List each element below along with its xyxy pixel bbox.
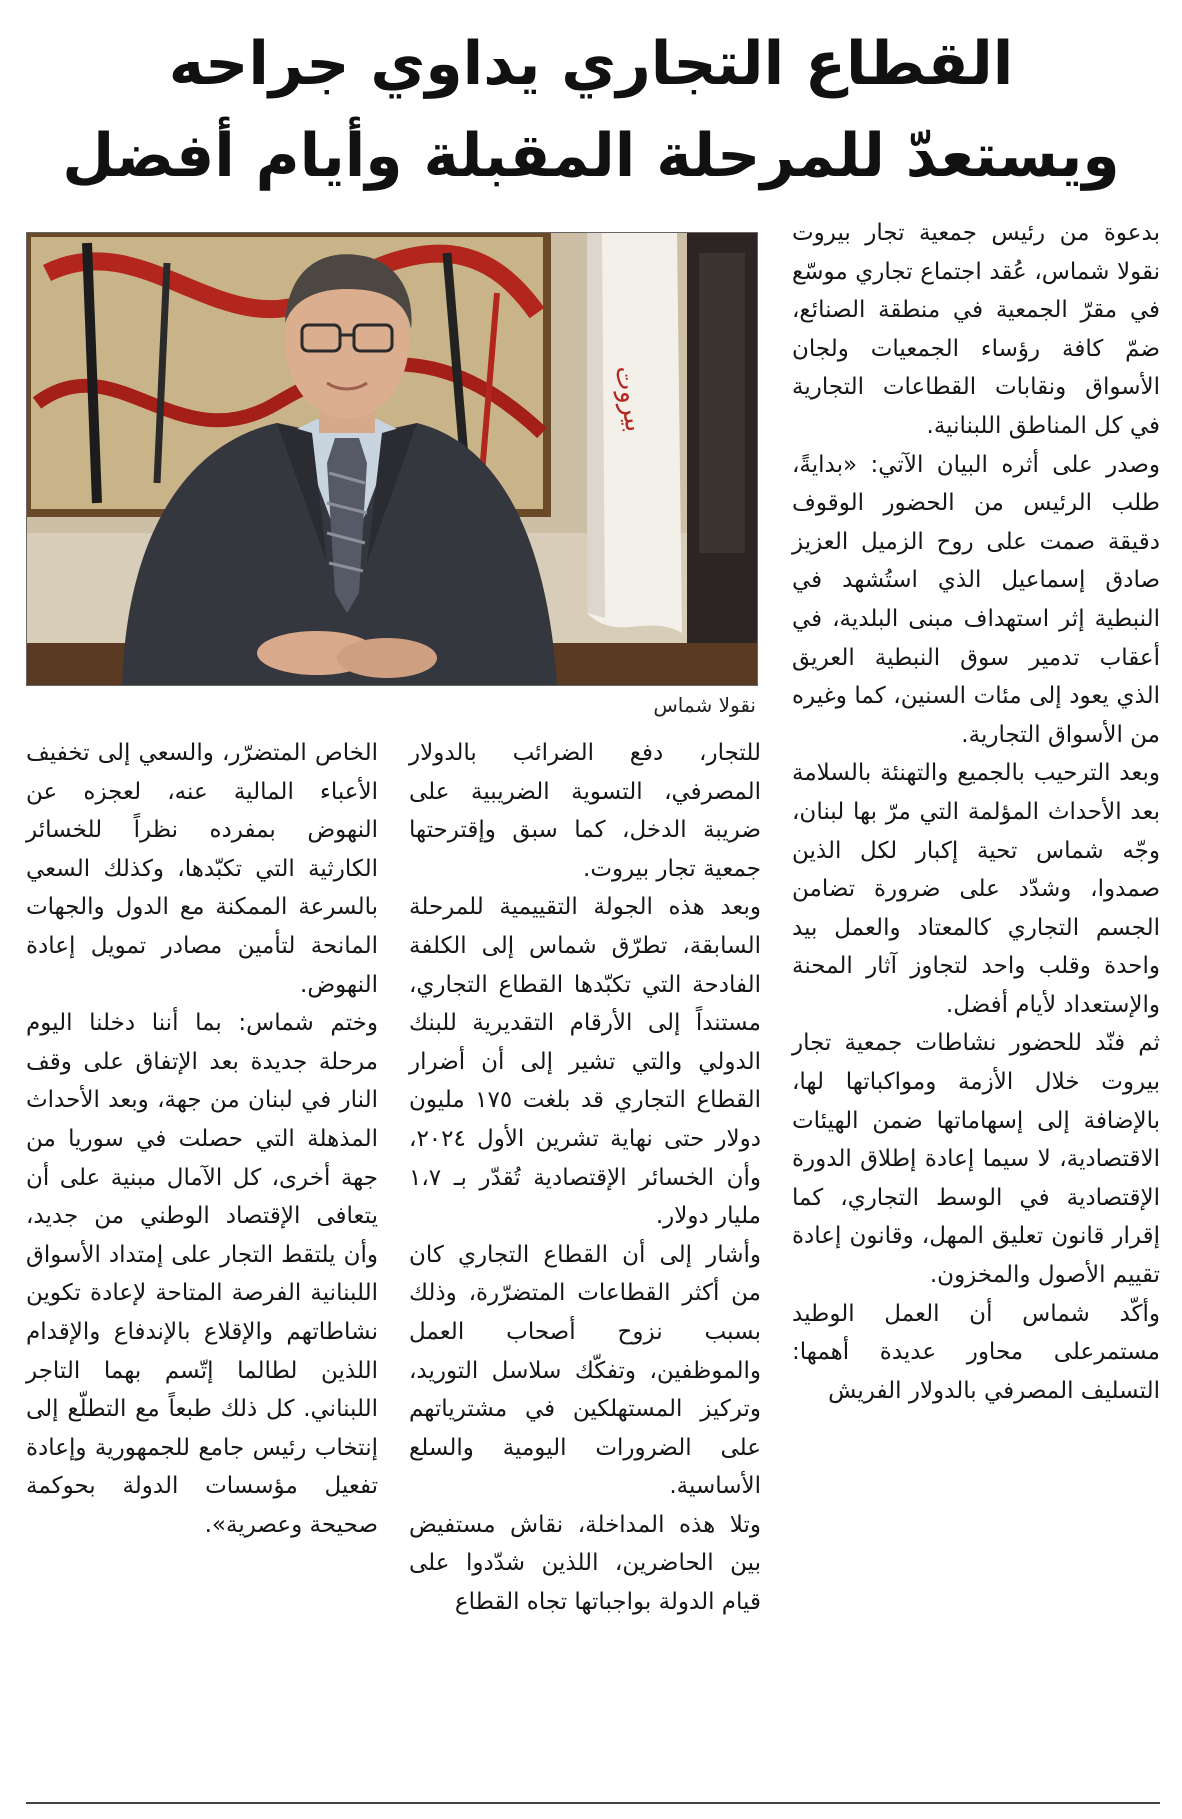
paragraph: وبعد الترحيب بالجميع والتهنئة بالسلامة بعد الأحداث المؤلمة التي مرّ بها لبنان، وجّه شماس تحية إكبار لكل الذين صمدوا، وشدّد على ضرورة تضامن الجسم التجاري كالمعتاد والعمل بيد واحدة وقلب واحد لتجاوز آثار المحنة والإستعداد لأيام أفضل. (792, 760, 1160, 1018)
photo-caption: نقولا شماس (653, 693, 756, 717)
paragraph: الخاص المتضرّر، والسعي إلى تخفيف الأعباء المالية عنه، لعجزه عن النهوض بمفرده نظراً للخسائر الكارثية التي تكبّدها، وكذلك السعي بالسرعة الممكنة مع الدول والجهات المانحة لتأمين مصادر تمويل إعادة النهوض. (26, 740, 378, 998)
bottom-rule (26, 1802, 1160, 1804)
portrait-photo (26, 232, 758, 686)
paragraph: وصدر على أثره البيان الآتي: «بدايةً، طلب الرئيس من الحضور الوقوف دقيقة صمت على روح الزميل العزيز صادق إسماعيل الذي استُشهد في النبطية إثر استهداف مبنى البلدية، في أعقاب تدمير سوق النبطية العريق الذي يعود إلى مئات السنين، كما وغيره من الأسواق التجارية. (792, 451, 1160, 748)
paragraph: بدعوة من رئيس جمعية تجار بيروت نقولا شماس، عُقد اجتماع تجاري موسّع في مقرّ الجمعية في منطقة الصنائع، ضمّ كافة رؤساء الجمعيات ولجان الأسواق ونقابات القطاعات التجارية في كل المناطق اللبنانية. (792, 220, 1160, 439)
headline-line-2: ويستعدّ للمرحلة المقبلة وأيام أفضل (62, 121, 1120, 191)
article-headline (22, 18, 1160, 202)
paragraph: وختم شماس: بما أننا دخلنا اليوم مرحلة جديدة بعد الإتفاق على وقف النار في لبنان من جهة، وبعد الأحداث المذهلة التي حصلت في سوريا من جهة أخرى، كل الآمال مبنية على أن يتعافى الإقتصاد الوطني من جديد، وأن يلتقط التجار على إمتداد الأسواق اللبنانية الفرصة المتاحة لإعادة تكوين نشاطاتهم والإقلاع بالإندفاع والإقدام اللذين لطالما إتّسم بهما التاجر اللبناني. كل ذلك طبعاً مع التطلّع إلى إنتخاب رئيس جامع للجمهورية وإعادة تفعيل مؤسسات الدولة بحوكمة صحيحة وعصرية». (26, 1010, 378, 1538)
paragraph: وأكّد شماس أن العمل الوطيد مستمرعلى محاور عديدة أهمها: التسليف المصرفي بالدولار الفريش (792, 1300, 1160, 1404)
flag-text: بيروت (608, 363, 650, 435)
paragraph: للتجار، دفع الضرائب بالدولار المصرفي، التسوية الضريبية على ضريبة الدخل، كما سبق وإقترحتها جمعية تجار بيروت. (409, 740, 761, 882)
paragraph: وتلا هذه المداخلة، نقاش مستفيض بين الحاضرين، اللذين شدّدوا على قيام الدولة بواجباتها تجاه القطاع (409, 1511, 761, 1616)
column-middle (409, 734, 761, 1794)
column-left (26, 734, 378, 1794)
paragraph: ثم فنّد للحضور نشاطات جمعية تجار بيروت خلال الأزمة ومواكباتها لها، بالإضافة إلى إسهاماتها ضمن الهيئات الاقتصادية، لا سيما إعادة إطلاق الدورة الإقتصادية في الوسط التجاري، كما إقرار قانون تعليق المهل، وقانون إعادة تقييم الأصول والمخزون. (792, 1030, 1160, 1289)
flag-illustration (587, 233, 682, 633)
paragraph: وأشار إلى أن القطاع التجاري كان من أكثر القطاعات المتضرّرة، وذلك بسبب نزوح أصحاب العمل والموظفين، وتفكّك سلاسل التوريد، وتركيز المستهلكين في مشترياتهم على الضرورات اليومية والسلع الأساسية. (409, 1241, 761, 1500)
column-right (792, 214, 1160, 1794)
paragraph: وبعد هذه الجولة التقييمية للمرحلة السابقة، تطرّق شماس إلى الكلفة الفادحة التي تكبّدها القطاع التجاري، مستنداً إلى الأرقام التقديرية للبنك الدولي والتي تشير إلى أن أضرار القطاع التجاري قد بلغت ١٧٥ مليون دولار حتى نهاية تشرين الأول ٢٠٢٤، وأن الخسائر الإقتصادية تُقدّر بـ ١،٧ مليار دولار. (409, 894, 761, 1230)
headline-line-1: القطاع التجاري يداوي جراحه (168, 29, 1014, 99)
